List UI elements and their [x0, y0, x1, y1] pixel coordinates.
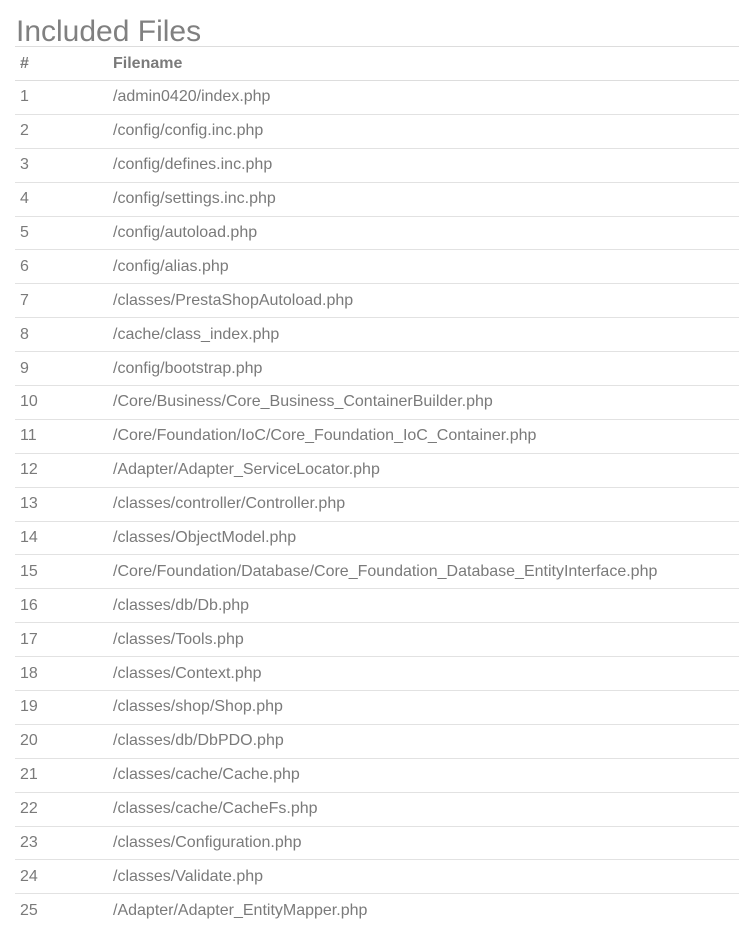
row-filename: /classes/cache/CacheFs.php: [108, 792, 739, 826]
table-body: [15, 81, 739, 928]
row-number: 21: [15, 758, 108, 792]
table-row: [15, 623, 739, 657]
table-row: [15, 284, 739, 318]
row-number: 8: [15, 318, 108, 352]
row-number: 19: [15, 691, 108, 725]
row-number: 6: [15, 250, 108, 284]
column-header-number: #: [15, 47, 108, 81]
row-filename: /classes/shop/Shop.php: [108, 691, 739, 725]
row-filename: /config/defines.inc.php: [108, 148, 739, 182]
row-filename: /config/bootstrap.php: [108, 352, 739, 386]
row-number: 14: [15, 521, 108, 555]
table-row: [15, 148, 739, 182]
table-row: [15, 216, 739, 250]
row-filename: /Adapter/Adapter_EntityMapper.php: [113, 902, 368, 920]
table-row: [15, 555, 739, 589]
row-number: 1: [15, 81, 108, 115]
included-files-table: [15, 46, 739, 928]
row-filename: /classes/Tools.php: [108, 623, 739, 657]
row-number: 12: [15, 453, 108, 487]
table-header-row: [15, 47, 739, 81]
row-number: 23: [15, 826, 108, 860]
row-filename: /Core/Business/Core_Business_ContainerBuilder.php: [108, 386, 739, 420]
table-row: [15, 860, 739, 894]
included-files-section: [15, 0, 739, 928]
row-filename: /Adapter/Adapter_ServiceLocator.php: [108, 453, 739, 487]
row-number: 4: [15, 182, 108, 216]
row-filename: /classes/db/Db.php: [108, 589, 739, 623]
table-row: [15, 826, 739, 860]
table-row: [15, 589, 739, 623]
row-filename: /classes/cache/Cache.php: [108, 758, 739, 792]
table-row: [15, 182, 739, 216]
table-row: [15, 487, 739, 521]
row-number: 2: [15, 114, 108, 148]
row-number: 18: [15, 657, 108, 691]
row-number: 3: [15, 148, 108, 182]
row-filename: /config/alias.php: [108, 250, 739, 284]
row-number: 22: [15, 792, 108, 826]
table-row: [15, 894, 739, 928]
table-row: [15, 250, 739, 284]
table-row: [15, 352, 739, 386]
table-row: [15, 724, 739, 758]
row-number: 24: [15, 860, 108, 894]
row-number: 10: [15, 386, 108, 420]
page-title: Included Files: [16, 15, 202, 48]
column-header-filename: Filename: [108, 47, 739, 81]
row-number: 20: [15, 724, 108, 758]
row-number: 7: [15, 284, 108, 318]
table-row: [15, 792, 739, 826]
row-filename: /Core/Foundation/IoC/Core_Foundation_IoC_Container.php: [108, 419, 739, 453]
row-filename: /classes/Configuration.php: [108, 826, 739, 860]
row-number: 11: [15, 419, 108, 453]
table-row: [15, 758, 739, 792]
table-row: [15, 691, 739, 725]
table-row: [15, 657, 739, 691]
table-row: [15, 114, 739, 148]
row-number: 9: [15, 352, 108, 386]
row-number: 15: [15, 555, 108, 589]
row-filename: /cache/class_index.php: [108, 318, 739, 352]
row-filename: /config/settings.inc.php: [108, 182, 739, 216]
row-number: 16: [15, 589, 108, 623]
row-filename: /classes/Validate.php: [108, 860, 739, 894]
row-filename: /classes/ObjectModel.php: [108, 521, 739, 555]
row-filename: /Core/Foundation/Database/Core_Foundation_Database_EntityInterface.php: [108, 555, 739, 589]
row-number: 13: [15, 487, 108, 521]
row-filename: /classes/Context.php: [108, 657, 739, 691]
row-number: 5: [15, 216, 108, 250]
row-filename: /admin0420/index.php: [108, 81, 739, 115]
table-row: [15, 318, 739, 352]
row-filename: /classes/PrestaShopAutoload.php: [108, 284, 739, 318]
row-filename: /config/autoload.php: [108, 216, 739, 250]
table-row: [15, 453, 739, 487]
row-filename: /config/config.inc.php: [108, 114, 739, 148]
row-number: 17: [15, 623, 108, 657]
row-filename: /classes/controller/Controller.php: [108, 487, 739, 521]
row-number: 25: [20, 902, 38, 920]
table-row: [15, 81, 739, 115]
row-filename: /classes/db/DbPDO.php: [108, 724, 739, 758]
table-row: [15, 386, 739, 420]
table-row: [15, 419, 739, 453]
table-row: [15, 521, 739, 555]
